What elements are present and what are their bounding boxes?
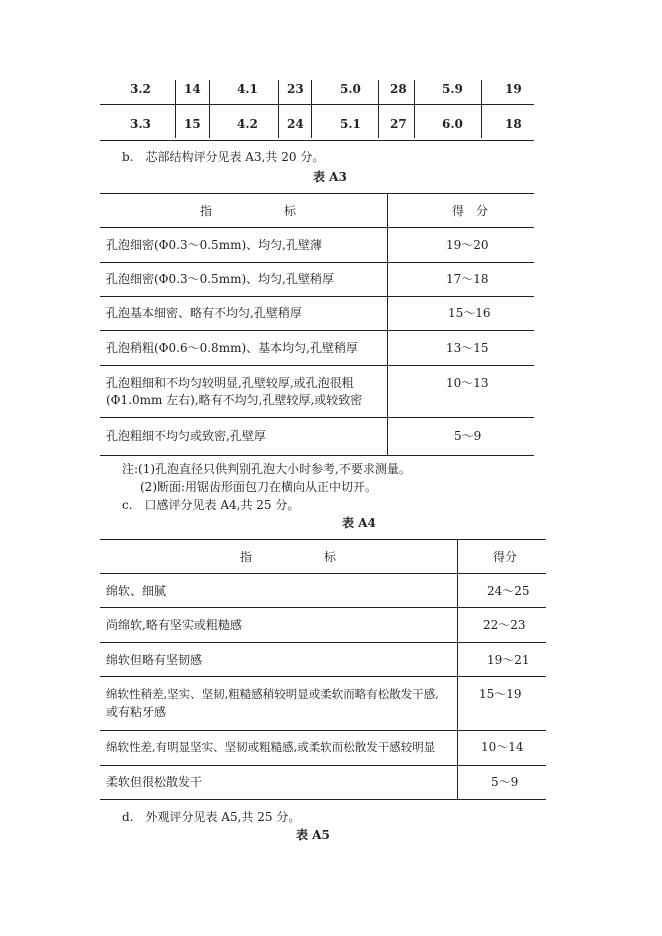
table-a4-column-divider — [457, 539, 458, 799]
table-rule — [100, 330, 534, 331]
top-cell: 14 — [184, 82, 201, 96]
top-cell: 6.0 — [442, 117, 463, 131]
table-row-indicator: 孔泡稍粗(Φ0.6～0.8mm)、基本均匀,孔壁稍厚 — [106, 341, 358, 355]
table-row-score: 5～9 — [454, 429, 482, 443]
table-row-indicator-continued: 或有粘牙感 — [106, 705, 167, 719]
table-a3-title: 表 A3 — [313, 170, 347, 184]
top-cell: 18 — [505, 117, 522, 131]
top-cell: 4.2 — [237, 117, 258, 131]
table-row-indicator: 柔软但很松散发干 — [106, 775, 203, 789]
table-row-indicator: 绵软性差,有明显坚实、坚韧或粗糙感,或柔软而松散发干感较明显 — [106, 740, 436, 754]
table-row-indicator: 绵软性稍差,坚实、坚韧,粗糙感稍较明显或柔软而略有松散发干感, — [106, 687, 439, 701]
top-cell: 15 — [184, 117, 201, 131]
table-rule — [100, 765, 546, 766]
top-cell: 27 — [390, 117, 407, 131]
table-row-score: 13～15 — [446, 341, 489, 355]
table-rule — [100, 262, 534, 263]
table-rule — [100, 365, 534, 366]
table-rule — [100, 573, 546, 574]
table-rule — [100, 676, 546, 677]
table-row-indicator: 绵软、细腻 — [106, 584, 167, 598]
table-row-indicator: 尚绵软,略有坚实或粗糙感 — [106, 618, 242, 632]
top-cell: 19 — [505, 82, 522, 96]
table-row-score: 22～23 — [483, 618, 526, 632]
top-cell: 3.2 — [130, 82, 151, 96]
top-cell: 5.9 — [442, 82, 463, 96]
table-a3-header-indicator: 指 标 — [200, 204, 297, 218]
column-separator — [311, 80, 312, 138]
top-cell: 3.3 — [130, 117, 151, 131]
column-separator — [209, 80, 210, 138]
table-rule — [100, 455, 534, 456]
table-row-score: 15～19 — [479, 687, 522, 701]
top-cell: 5.0 — [340, 82, 361, 96]
table-row-score: 10～14 — [481, 740, 524, 754]
table-rule — [100, 642, 546, 643]
table-a4-header-score: 得分 — [493, 550, 518, 564]
table-rule — [100, 799, 546, 800]
column-separator — [278, 80, 279, 138]
table-rule — [100, 227, 534, 228]
table-a5-title: 表 A5 — [296, 828, 330, 842]
table-row-score: 15～16 — [448, 306, 491, 320]
table-a3-header-score: 得 分 — [452, 204, 489, 218]
table-row-score: 17～18 — [446, 272, 489, 286]
table-a4-title: 表 A4 — [342, 516, 376, 530]
top-cell: 4.1 — [237, 82, 258, 96]
top-table-bottom-rule — [100, 140, 534, 141]
top-cell: 28 — [390, 82, 407, 96]
table-row-score: 5～9 — [491, 775, 519, 789]
table-row-indicator: 孔泡粗细不均匀或致密,孔壁厚 — [106, 429, 266, 443]
table-row-score: 10～13 — [446, 376, 489, 390]
table-row-indicator: 孔泡基本细密、略有不均匀,孔壁稍厚 — [106, 306, 302, 320]
table-row-score: 19～20 — [446, 238, 489, 252]
column-separator — [481, 80, 482, 138]
table-rule — [100, 539, 546, 540]
table-a4-header-indicator: 指 标 — [240, 550, 337, 564]
note-line: 注:(1)孔泡直径只供判别孔泡大小时参考,不要求测量。 — [122, 462, 411, 476]
top-table-divider — [100, 104, 534, 105]
top-cell: 5.1 — [340, 117, 361, 131]
column-separator — [378, 80, 379, 138]
column-separator — [175, 80, 176, 138]
table-a3-column-divider — [387, 193, 388, 455]
column-separator — [414, 80, 415, 138]
table-rule — [100, 730, 546, 731]
table-row-score: 24～25 — [487, 584, 530, 598]
table-row-score: 19～21 — [487, 653, 530, 667]
table-rule — [100, 417, 534, 418]
section-b-text: b. 芯部结构评分见表 A3,共 20 分。 — [122, 150, 325, 164]
table-row-indicator-continued: (Φ1.0mm 左右),略有不均匀,孔壁较厚,或较致密 — [106, 393, 363, 407]
note-line: (2)断面:用锯齿形面包刀在横向从正中切开。 — [140, 480, 378, 494]
top-cell: 23 — [287, 82, 304, 96]
table-row-indicator: 孔泡细密(Φ0.3～0.5mm)、均匀,孔壁稍厚 — [106, 272, 334, 286]
table-rule — [100, 607, 546, 608]
section-d-text: d. 外观评分见表 A5,共 25 分。 — [122, 810, 301, 824]
table-row-indicator: 孔泡粗细和不均匀较明显,孔壁较厚,或孔泡很粗 — [106, 376, 354, 390]
table-row-indicator: 绵软但略有坚韧感 — [106, 653, 203, 667]
table-rule — [100, 193, 534, 194]
table-rule — [100, 296, 534, 297]
top-cell: 24 — [287, 117, 304, 131]
table-row-indicator: 孔泡细密(Φ0.3～0.5mm)、均匀,孔壁薄 — [106, 238, 322, 252]
section-c-text: c. 口感评分见表 A4,共 25 分。 — [122, 498, 300, 512]
